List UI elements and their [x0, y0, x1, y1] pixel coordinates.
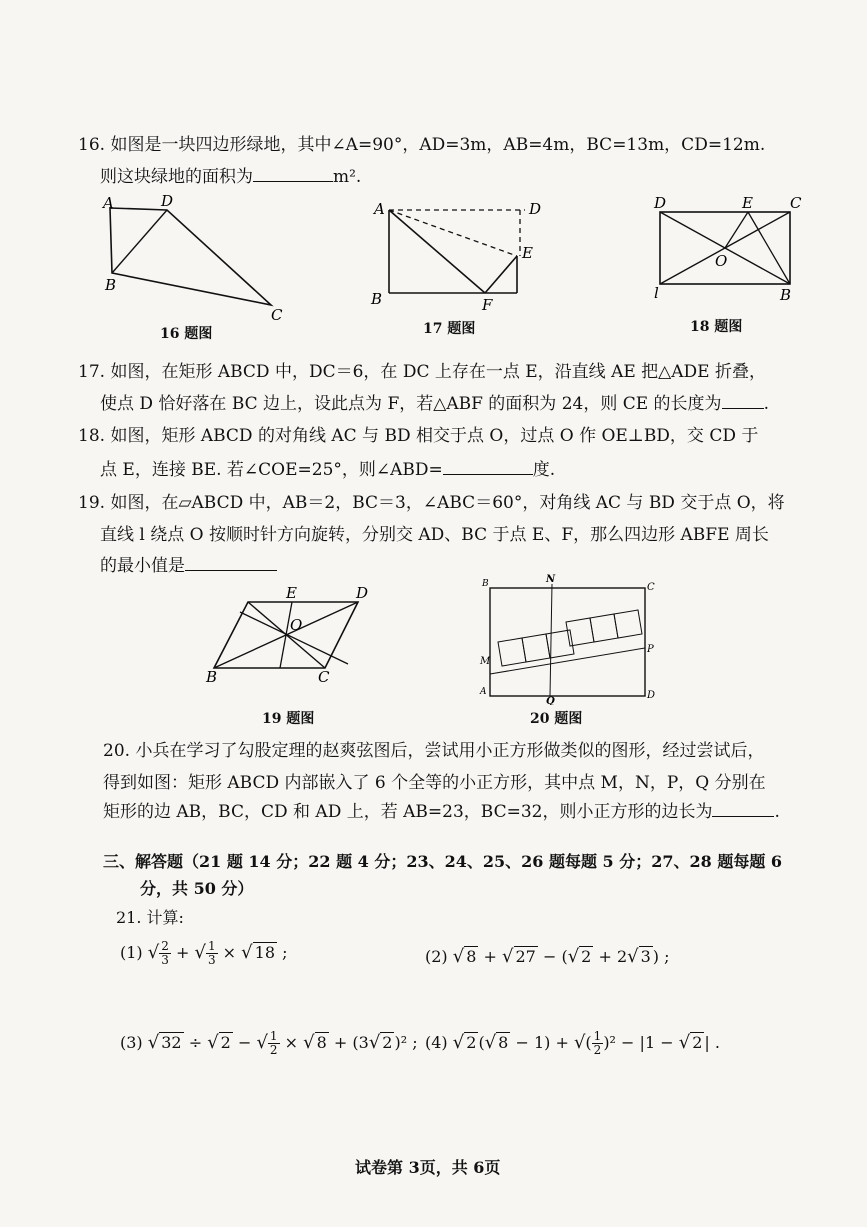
fig19-segment-EF: [280, 602, 292, 668]
q20-prompt: 矩形的边 AB，BC，CD 和 AD 上，若 AB=23，BC=32，则小正方形的边长为: [103, 802, 713, 822]
section3-heading: 三、解答题（21 题 14 分；22 题 4 分；23、24、25、26 题每题 5 分；27、28 题每题 6: [103, 852, 783, 871]
fig19-label-E: E: [286, 584, 297, 602]
q16-line1: 16. 如图是一块四边形绿地，其中∠A=90°，AD=3m，AB=4m，BC=13m，CD=12m.: [78, 135, 766, 155]
q17-period: .: [763, 394, 769, 414]
fig17-segment-AF: [389, 210, 485, 293]
q18-line1: 18. 如图，矩形 ABCD 的对角线 AC 与 BD 相交于点 O，过点 O 作 OE⊥BD，交 CD 于: [78, 426, 759, 446]
q19-line3: [100, 555, 277, 577]
q20-period: .: [774, 802, 780, 822]
figure-19: [200, 582, 370, 692]
q19-answer-blank: [185, 556, 277, 571]
fig19-label-D: D: [356, 584, 369, 602]
q19-prompt: 的最小值是: [100, 556, 185, 576]
figure-18: [640, 190, 815, 310]
fig20-label-D: D: [647, 690, 656, 701]
fig18-label-D: D: [654, 194, 667, 212]
figure-16: [95, 190, 295, 325]
fig18-label-O: O: [715, 252, 728, 270]
fig17-caption: 17 题图: [423, 321, 476, 337]
fig20-label-B: B: [482, 579, 489, 589]
q21-part3: (3) √ 32 ÷ √ 2 − √ $\frac{1}{2}$ × √ 8 + (3√ 2 )² ;: [120, 1029, 418, 1057]
q20-line2: 得到如图：矩形 ABCD 内部嵌入了 6 个全等的小正方形，其中点 M，N，P，Q 分别在: [103, 773, 766, 793]
fig19-label-O: O: [290, 616, 303, 634]
fig20-label-C: C: [647, 582, 655, 593]
q16-line2: [100, 166, 361, 188]
q21-part4: (4) √ 2 (√ 8 − 1) + √( $\frac{1}{2}$ )² − |1 − √ 2 | .: [425, 1029, 720, 1057]
q18-answer-blank: [443, 460, 533, 475]
fig18-label-B: B: [780, 286, 792, 304]
fig20-rectangle: [490, 588, 645, 696]
fig17-label-A: A: [374, 200, 385, 218]
fig16-quadrilateral: [110, 208, 271, 305]
fig16-caption: 16 题图: [160, 326, 213, 342]
q16-prompt: 则这块绿地的面积为: [100, 167, 253, 187]
fig20-line-MP: [490, 648, 645, 674]
fig17-label-E: E: [522, 244, 533, 262]
fig16-label-A: A: [103, 194, 114, 212]
fig17-label-B: B: [371, 290, 383, 308]
fig20-line-NQ: [550, 584, 552, 696]
fig20-label-A: A: [480, 687, 487, 697]
q20-line3: [103, 801, 780, 823]
fig20-label-Q: Q: [546, 696, 555, 705]
fig19-label-B: B: [206, 668, 218, 686]
section3-heading-cont: 分，共 50 分）: [140, 879, 254, 898]
q19-line1: 19. 如图，在▱ABCD 中，AB＝2，BC＝3，∠ABC＝60°，对角线 AC 与 BD 交于点 O，将: [78, 493, 785, 513]
fig18-caption: 18 题图: [690, 319, 743, 335]
q20-answer-blank: [712, 802, 774, 817]
fig20-caption: 20 题图: [530, 711, 583, 727]
fig20-label-P: P: [647, 644, 654, 655]
q18-line2: [100, 459, 555, 481]
q21-p4-label: (4): [425, 1033, 448, 1052]
fig16-label-C: C: [271, 306, 283, 324]
q17-line2: [100, 393, 769, 415]
q18-unit: 度.: [532, 460, 556, 480]
fig17-label-F: F: [482, 296, 493, 314]
fig18-label-E: E: [742, 194, 753, 212]
q20-line1: 20. 小兵在学习了勾股定理的赵爽弦图后，尝试用小正方形做类似的图形，经过尝试后，: [103, 741, 765, 761]
figure-17: [365, 192, 545, 314]
fig16-diagonal: [112, 210, 167, 273]
fig17-label-D: D: [529, 200, 542, 218]
q18-prompt: 点 E，连接 BE. 若∠COE=25°，则∠ABD=: [100, 460, 443, 480]
fig17-segment-FE: [485, 256, 517, 293]
fig18-label-C: C: [790, 194, 802, 212]
q17-prompt: 使点 D 恰好落在 BC 边上，设此点为 F，若△ABF 的面积为 24，则 CE 的长度为: [100, 394, 722, 414]
fig17-fold-AE: [389, 210, 517, 256]
fig20-label-M: M: [480, 656, 491, 667]
q16-answer-blank: [253, 167, 333, 182]
q17-answer-blank: [722, 394, 764, 409]
q16-unit: m².: [333, 167, 362, 187]
q21-title: 21. 计算:: [116, 908, 184, 927]
q21-p1-label: (1): [120, 943, 143, 962]
fig18-segment-EB: [748, 212, 790, 284]
fig16-label-D: D: [161, 192, 174, 210]
fig20-small-squares: [498, 610, 642, 666]
fig16-label-B: B: [105, 276, 117, 294]
q21-p2-label: (2): [425, 947, 448, 966]
figure-20: [470, 570, 665, 705]
fig18-segment-OE: [725, 212, 748, 248]
q19-line2: 直线 l 绕点 O 按顺时针方向旋转，分别交 AD、BC 于点 E、F，那么四边形 ABFE 周长: [100, 525, 769, 545]
fig19-caption: 19 题图: [262, 711, 315, 727]
page-footer: 试卷第 3页，共 6页: [355, 1158, 501, 1177]
q21-part1: (1) √ $\frac{2}{3}$ + √ $\frac{1}{3}$ × √ 18 ;: [120, 939, 288, 967]
q17-line1: 17. 如图，在矩形 ABCD 中，DC＝6，在 DC 上存在一点 E，沿直线 AE 把△ADE 折叠，: [78, 362, 766, 382]
fig20-label-N: N: [546, 574, 556, 585]
fig19-label-C: C: [318, 668, 330, 686]
q21-p3-label: (3): [120, 1033, 143, 1052]
q21-part2: (2) √ 8 + √ 27 − (√ 2 + 2√ 3 ) ;: [425, 946, 670, 967]
fig18-label-A: l: [654, 284, 659, 302]
